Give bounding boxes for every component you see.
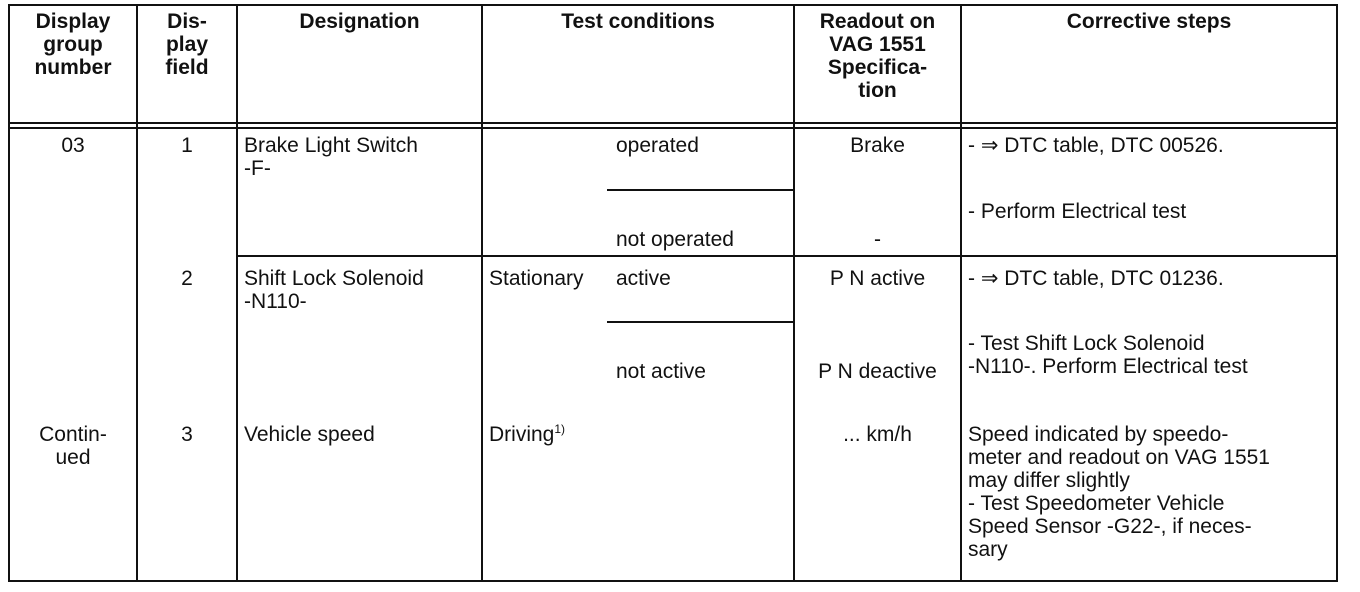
header-designation: Designation [299,10,420,33]
row3-condition-driving [489,423,565,446]
row2-step-solenoid: - Test Shift Lock Solenoid -N110-. Perform Electrical test [968,332,1248,378]
row2-readout-not-active: P N deactive [818,360,937,383]
col-divider-3 [481,4,483,582]
row1-step-electrical: - Perform Electrical test [968,200,1187,223]
row1-readout-not-operated: - [874,228,881,251]
col-divider-2 [236,4,238,582]
row1-step-dtc: - ⇒ DTC table, DTC 00526. [968,134,1224,157]
group-continued: Contin- ued [39,423,107,469]
footnote-marker: 1) [554,422,566,436]
row2-step-dtc: - ⇒ DTC table, DTC 01236. [968,267,1224,290]
row1-condition-not-operated: not operated [616,228,734,251]
row1-sub-divider [607,189,795,191]
row1-designation: Brake Light Switch -F- [244,134,418,180]
row2-designation: Shift Lock Solenoid -N110- [244,267,424,313]
group-number: 03 [61,134,85,157]
header-readout: Readout on VAG 1551 Specifica- tion [819,10,936,102]
row2-condition-active: active [616,267,671,290]
row2-readout-active: P N active [829,267,926,290]
row3-readout: ... km/h [843,423,912,446]
row3-step: Speed indicated by speedo- meter and readout on VAG 1551 may differ slightly - Test Speedometer Vehicle Speed Sensor -G22-, if neces- sary [968,423,1270,561]
row1-bottom [236,255,1338,257]
col-divider-5 [960,4,962,582]
row1-field: 1 [181,134,193,157]
row2-field: 2 [181,267,193,290]
header-test-conditions: Test conditions [561,10,715,33]
col-divider-1 [136,4,138,582]
header-separator [8,122,1338,124]
row1-condition-operated: operated [616,134,699,157]
row3-designation: Vehicle speed [244,423,375,446]
row3-field: 3 [181,423,193,446]
header-separator-2 [8,127,1338,129]
header-display-field: Dis- play field [165,10,209,79]
row3-condition-text: Driving [489,423,555,446]
row2-condition-stationary: Stationary [489,267,584,290]
row2-condition-not-active: not active [616,360,706,383]
row2-sub-divider [607,321,795,323]
row1-readout-operated: Brake [850,134,905,157]
header-group-number: Display group number [34,10,112,79]
header-corrective-steps: Corrective steps [1066,10,1232,33]
